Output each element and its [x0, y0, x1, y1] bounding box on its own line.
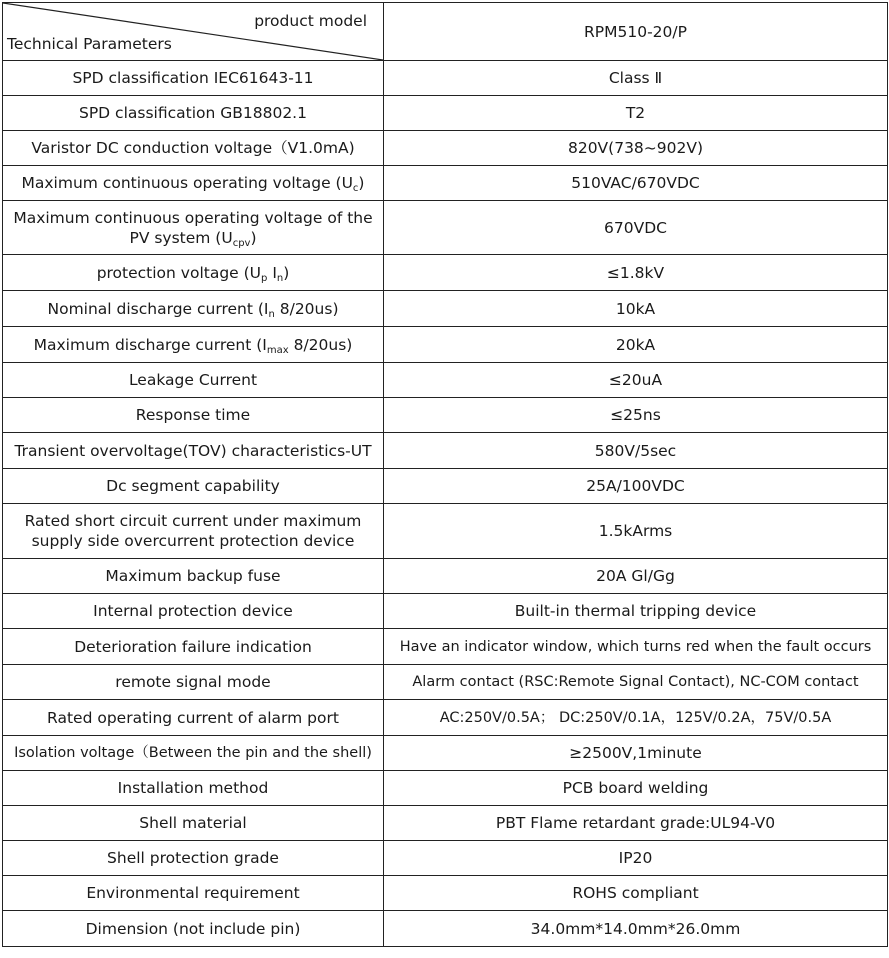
value-cell: ≤1.8kV: [384, 255, 888, 291]
param-cell: Rated operating current of alarm port: [3, 700, 384, 736]
table-row: [3, 700, 888, 736]
value-cell: 670VDC: [384, 201, 888, 255]
technical-parameters-label: Technical Parameters: [7, 35, 172, 53]
value-cell: ROHS compliant: [384, 876, 888, 911]
table-row: [3, 629, 888, 665]
value-cell: 20kA: [384, 327, 888, 363]
model-cell: RPM510-20/P: [384, 3, 888, 61]
table-row: [3, 876, 888, 911]
param-subscript: cpv: [232, 237, 251, 249]
value-cell: PCB board welding: [384, 771, 888, 806]
param-cell: Response time: [3, 398, 384, 433]
param-text-end: ): [250, 228, 257, 247]
value-cell: 25A/100VDC: [384, 469, 888, 504]
param-cell: [3, 255, 384, 291]
header-corner-cell: [3, 3, 384, 61]
param-subscript: max: [266, 344, 289, 356]
param-cell: Dimension (not include pin): [3, 911, 384, 947]
param-text: Maximum continuous operating voltage of the PV system (U: [13, 208, 373, 247]
table-row: [3, 255, 888, 291]
table-row: [3, 61, 888, 96]
param-text-end: 8/20us): [274, 299, 339, 318]
table-row: [3, 201, 888, 255]
param-text-end: ): [283, 263, 290, 282]
table-row: [3, 771, 888, 806]
value-cell: 510VAC/670VDC: [384, 166, 888, 201]
table-row: [3, 911, 888, 947]
table-row: [3, 131, 888, 166]
value-cell: Class Ⅱ: [384, 61, 888, 96]
table-row: [3, 736, 888, 771]
param-cell: SPD classification IEC61643-11: [3, 61, 384, 96]
param-text: protection voltage (U: [96, 263, 262, 282]
spec-table-wrapper: [2, 2, 888, 947]
table-row: [3, 291, 888, 327]
value-cell: Built-in thermal tripping device: [384, 594, 888, 629]
param-text-end: ): [358, 174, 365, 192]
param-cell: Internal protection device: [3, 594, 384, 629]
value-cell: ≤20uA: [384, 363, 888, 398]
param-cell: Isolation voltage（Between the pin and the shell): [3, 736, 384, 771]
table-row: [3, 469, 888, 504]
param-subscript-2: n: [276, 272, 284, 284]
value-cell: AC:250V/0.5A； DC:250V/0.1A，125V/0.2A，75V/0.5A: [384, 700, 888, 736]
param-cell: remote signal mode: [3, 665, 384, 700]
table-row: [3, 504, 888, 559]
value-cell: ≥2500V,1minute: [384, 736, 888, 771]
value-cell: 820V(738~902V): [384, 131, 888, 166]
param-cell: [3, 291, 384, 327]
param-cell: Dc segment capability: [3, 469, 384, 504]
param-text: Maximum continuous operating voltage (U: [21, 174, 353, 192]
value-cell: ≤25ns: [384, 398, 888, 433]
param-subscript: n: [268, 308, 275, 320]
param-subscript: p: [261, 272, 268, 284]
value-cell: Alarm contact (RSC:Remote Signal Contact), NC-COM contact: [384, 665, 888, 700]
param-cell: Transient overvoltage(TOV) characteristics-UT: [3, 433, 384, 469]
param-text: Nominal discharge current (I: [47, 299, 269, 318]
spec-table: [2, 2, 888, 947]
value-cell: T2: [384, 96, 888, 131]
param-cell: Environmental requirement: [3, 876, 384, 911]
table-row: [3, 559, 888, 594]
table-row: [3, 433, 888, 469]
value-cell: PBT Flame retardant grade:UL94-V0: [384, 806, 888, 841]
value-cell: 580V/5sec: [384, 433, 888, 469]
product-model-label: product model: [254, 12, 367, 30]
param-cell: Deterioration failure indication: [3, 629, 384, 665]
param-cell: [3, 327, 384, 363]
param-cell: [3, 201, 384, 255]
param-text-end: 8/20us): [288, 335, 353, 354]
table-row: [3, 398, 888, 433]
value-cell: 10kA: [384, 291, 888, 327]
param-cell: Shell material: [3, 806, 384, 841]
table-row: [3, 665, 888, 700]
param-cell: Leakage Current: [3, 363, 384, 398]
value-cell: Have an indicator window, which turns red when the fault occurs: [384, 629, 888, 665]
param-text-mid: I: [267, 263, 277, 282]
table-row: [3, 96, 888, 131]
header-row: [3, 3, 888, 61]
table-row: [3, 327, 888, 363]
value-cell: 20A Gl/Gg: [384, 559, 888, 594]
param-cell: Varistor DC conduction voltage（V1.0mA): [3, 131, 384, 166]
param-cell: Installation method: [3, 771, 384, 806]
table-row: [3, 594, 888, 629]
table-row: [3, 363, 888, 398]
value-cell: 34.0mm*14.0mm*26.0mm: [384, 911, 888, 947]
param-cell: SPD classification GB18802.1: [3, 96, 384, 131]
param-text: Maximum discharge current (I: [33, 335, 267, 354]
param-cell: [3, 166, 384, 201]
param-cell: Rated short circuit current under maximum supply side overcurrent protection device: [3, 504, 384, 559]
table-row: [3, 806, 888, 841]
table-row: [3, 166, 888, 201]
value-cell: 1.5kArms: [384, 504, 888, 559]
param-subscript: c: [352, 183, 359, 194]
param-cell: Shell protection grade: [3, 841, 384, 876]
table-row: [3, 841, 888, 876]
value-cell: IP20: [384, 841, 888, 876]
param-cell: Maximum backup fuse: [3, 559, 384, 594]
